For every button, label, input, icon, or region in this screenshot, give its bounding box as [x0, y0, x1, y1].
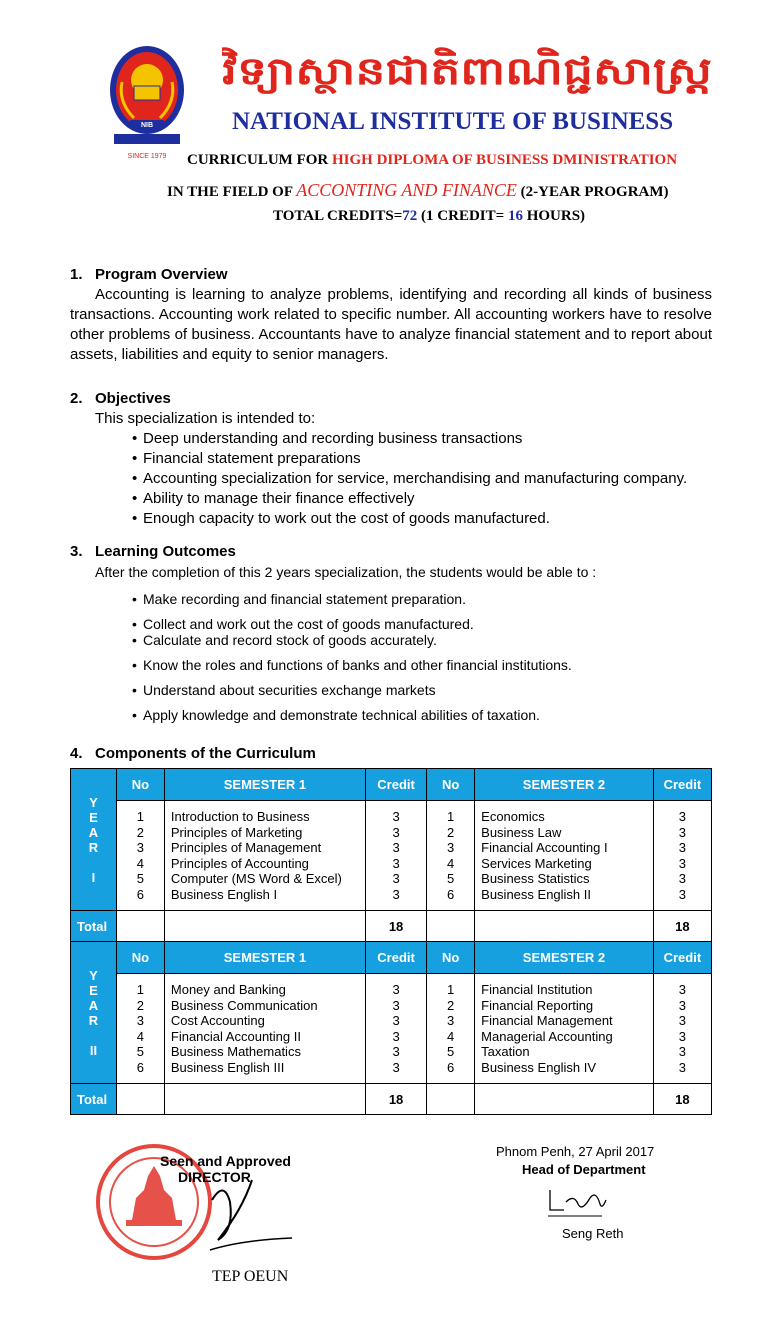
hours-label: HOURS) [522, 208, 586, 224]
course-numbers: 1 2 3 4 5 6 [116, 801, 164, 911]
handwritten-signature [544, 1184, 614, 1220]
course-numbers: 1 2 3 4 5 6 [116, 974, 164, 1084]
col-credit: Credit [653, 769, 711, 801]
field-prefix: IN THE FIELD OF [167, 184, 297, 200]
list-item: • Know the roles and functions of banks and other financial institutions. [70, 656, 712, 681]
col-no: No [427, 769, 475, 801]
table-row [71, 974, 712, 1084]
section-number: 3. [70, 543, 83, 560]
credit-hours: 16 [507, 208, 523, 224]
col-credit: Credit [365, 942, 426, 974]
table-total-row [71, 1084, 712, 1115]
approval-line-1: Seen and Approved [160, 1153, 291, 1169]
khmer-institute-title [222, 40, 722, 100]
col-no: No [116, 942, 164, 974]
list-item: • Calculate and record stock of goods accurately. [70, 631, 712, 656]
table-total-row [71, 911, 712, 942]
program-name: HIGH DIPLOMA OF BUSINESS DMINISTRATION [332, 152, 678, 168]
total-credits-sem1: 18 [365, 1084, 426, 1115]
year-label: Y E A R I [71, 769, 117, 911]
list-item: • Make recording and financial statement preparation. [70, 590, 712, 615]
logo-since-text: SINCE 1979 [127, 153, 167, 160]
credits-line [273, 208, 585, 225]
section-heading [70, 265, 712, 285]
curriculum-table [70, 768, 712, 1115]
total-label: Total [71, 1084, 117, 1115]
section-title: Objectives [95, 390, 171, 407]
logo-nib-text: NIB [140, 122, 154, 129]
objectives-list [70, 429, 712, 529]
total-credits-sem2: 18 [653, 911, 711, 942]
field-line [167, 180, 669, 201]
section-objectives [70, 389, 712, 529]
section-title: Components of the Curriculum [95, 745, 316, 762]
credits-label: TOTAL CREDITS= [273, 208, 403, 224]
section-number: 1. [70, 266, 83, 283]
col-credit: Credit [653, 942, 711, 974]
col-no: No [427, 942, 475, 974]
place-date: Phnom Penh, 27 April 2017 [496, 1144, 655, 1159]
semester-2-courses: Economics Business Law Financial Accounting I Services Marketing Business Statistics Business English II [475, 801, 654, 911]
field-name: ACCONTING AND FINANCE [296, 180, 517, 200]
section-program-overview [70, 265, 712, 365]
section-components [70, 744, 712, 764]
section-number: 2. [70, 390, 83, 407]
overview-paragraph: Accounting is learning to analyze problems, identifying and recording all kinds of business transactions. Accounting work related to specific number. All accounting workers have to resolve other problems of business. Accountants have to analyze financial statement and to report about assets, liabilities and equity to senior managers. [70, 286, 712, 363]
section-heading [70, 542, 712, 562]
curriculum-prefix: CURRICULUM FOR [187, 152, 332, 168]
section-title: Learning Outcomes [95, 543, 236, 560]
col-semester-2: SEMESTER 2 [475, 769, 654, 801]
list-item: • Deep understanding and recording business transactions [70, 429, 712, 449]
col-semester-2: SEMESTER 2 [475, 942, 654, 974]
list-item: • Financial statement preparations [70, 449, 712, 469]
table-header-row [71, 942, 712, 974]
section-learning-outcomes [70, 542, 712, 731]
col-credit: Credit [365, 769, 426, 801]
section-heading [70, 744, 712, 764]
col-semester-1: SEMESTER 1 [164, 769, 365, 801]
table-row [71, 801, 712, 911]
institute-name: NATIONAL INSTITUTE OF BUSINESS [232, 108, 674, 135]
objectives-intro: This specialization is intended to: [95, 410, 316, 427]
semester-2-credits: 3 3 3 3 3 3 [653, 974, 711, 1084]
list-item: • Collect and work out the cost of goods manufactured. [70, 615, 712, 631]
section-number: 4. [70, 745, 83, 762]
total-credits-sem2: 18 [653, 1084, 711, 1115]
course-numbers: 1 2 3 4 5 6 [427, 801, 475, 911]
section-title: Program Overview [95, 266, 228, 283]
credits-total: 72 [402, 208, 418, 224]
semester-1-courses: Introduction to Business Principles of Marketing Principles of Management Principles of Accounting Computer (MS Word & Excel) Business English I [164, 801, 365, 911]
semester-1-credits: 3 3 3 3 3 3 [365, 801, 426, 911]
total-label: Total [71, 911, 117, 942]
col-semester-1: SEMESTER 1 [164, 942, 365, 974]
semester-1-credits: 3 3 3 3 3 3 [365, 974, 426, 1084]
semester-1-courses: Money and Banking Business Communication Cost Accounting Financial Accounting II Business Mathematics Business English III [164, 974, 365, 1084]
outcomes-list [70, 590, 712, 731]
section-heading [70, 389, 712, 409]
department-title: Head of Department [522, 1162, 646, 1177]
semester-2-credits: 3 3 3 3 3 3 [653, 801, 711, 911]
approval-label [160, 1153, 291, 1185]
year-label: Y E A R II [71, 942, 117, 1084]
program-length: (2-YEAR PROGRAM) [516, 184, 669, 200]
khmer-title-text: វិទ្យាស្ថានជាតិពាណិជ្ជសាស្ត្រ [222, 49, 617, 93]
curriculum-line [187, 152, 677, 169]
list-item: • Accounting specialization for service, merchandising and manufacturing company. [70, 469, 712, 489]
department-head-name: Seng Reth [562, 1226, 624, 1241]
col-no: No [116, 769, 164, 801]
list-item: • Apply knowledge and demonstrate technical abilities of taxation. [70, 706, 712, 731]
list-item: • Understand about securities exchange markets [70, 681, 712, 706]
table-header-row [71, 769, 712, 801]
approval-line-2: DIRECTOR [178, 1169, 251, 1185]
outcomes-intro: After the completion of this 2 years specialization, the students would be able to : [95, 564, 597, 580]
total-credits-sem1: 18 [365, 911, 426, 942]
credit-def-label: (1 CREDIT= [417, 208, 508, 224]
list-item: • Enough capacity to work out the cost of goods manufactured. [70, 509, 712, 529]
nib-logo [108, 42, 186, 162]
director-name: TEP OEUN [212, 1268, 289, 1285]
course-numbers: 1 2 3 4 5 6 [427, 974, 475, 1084]
list-item: • Ability to manage their finance effectively [70, 489, 712, 509]
semester-2-courses: Financial Institution Financial Reporting Financial Management Managerial Accounting Taxation Business English IV [475, 974, 654, 1084]
